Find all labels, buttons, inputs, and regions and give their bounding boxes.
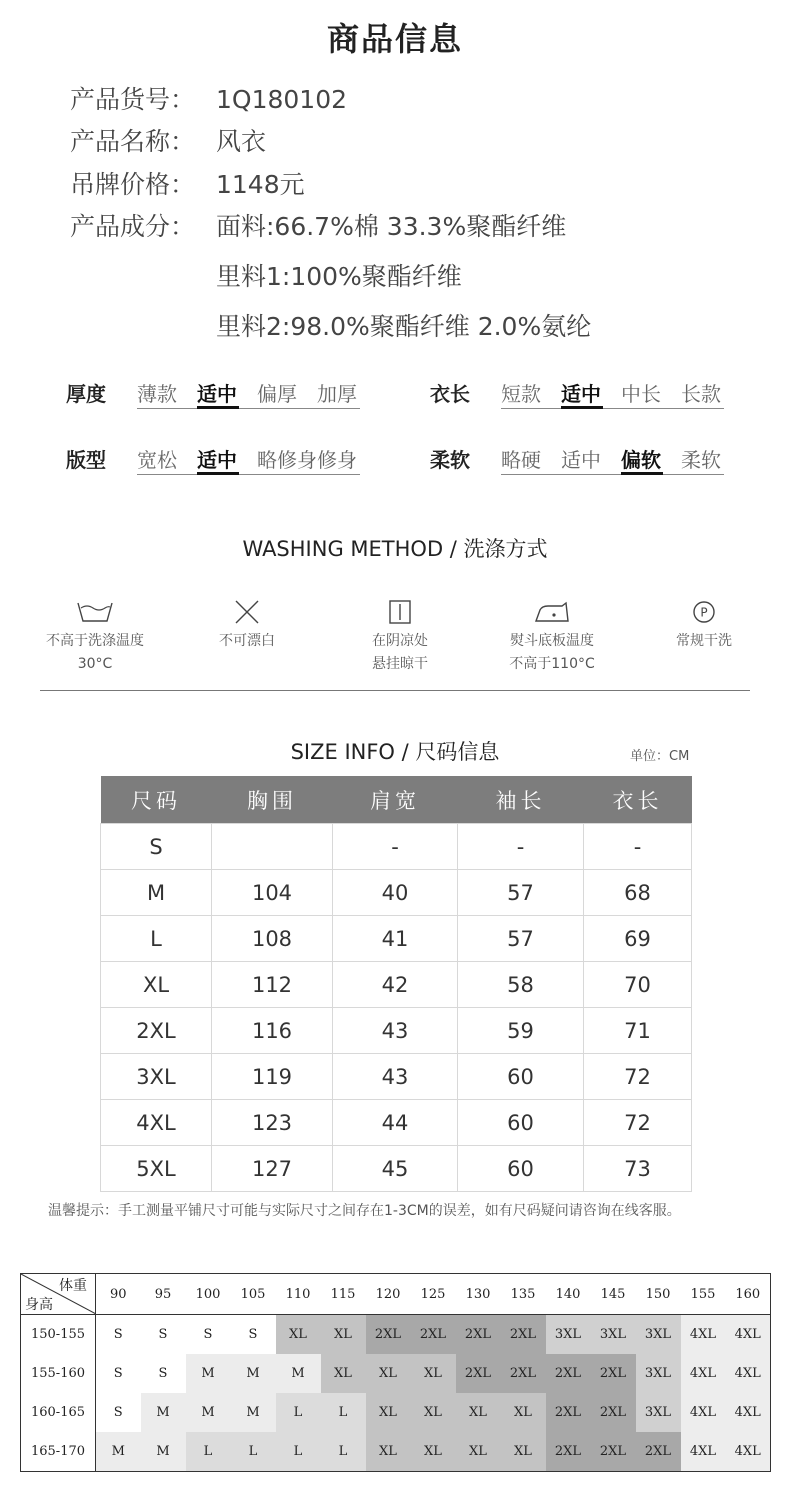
selected-marker: [197, 406, 239, 409]
fit-cell: XL: [411, 1393, 456, 1432]
attr-option: 适中: [561, 382, 601, 406]
table-row: [101, 824, 692, 870]
fit-cell: S: [96, 1393, 141, 1432]
wash-item: [172, 600, 322, 653]
height-range: 165-170: [21, 1432, 96, 1472]
attr-thickness: [66, 378, 366, 412]
table-cell: 71: [584, 1008, 692, 1054]
fit-cell: L: [321, 1393, 366, 1432]
fit-cell: 2XL: [591, 1393, 636, 1432]
fit-cell: 2XL: [456, 1315, 501, 1355]
table-cell: 4XL: [101, 1100, 212, 1146]
fit-cell: XL: [321, 1354, 366, 1393]
divider: [40, 690, 750, 691]
table-cell: -: [333, 824, 458, 870]
line-dry-shade-icon: [380, 600, 420, 624]
attr-option: 宽松: [137, 448, 177, 472]
no-bleach-icon: [227, 600, 267, 624]
composition-line: 里料2:98.0%聚酯纤维 2.0%氨纶: [216, 312, 592, 341]
composition-line: 面料:66.7%棉 33.3%聚酯纤维: [216, 212, 567, 241]
fit-cell: M: [96, 1432, 141, 1472]
table-cell: 104: [212, 870, 333, 916]
fit-row: [21, 1315, 771, 1355]
fit-cell: XL: [366, 1354, 411, 1393]
fit-cell: 2XL: [456, 1354, 501, 1393]
dry-clean-p-icon: [684, 600, 724, 624]
fit-cell: 2XL: [501, 1315, 546, 1355]
fit-cell: M: [186, 1354, 231, 1393]
attr-option: 适中: [197, 448, 237, 472]
fit-cell: L: [276, 1432, 321, 1472]
fit-cell: XL: [321, 1315, 366, 1355]
table-row: [101, 870, 692, 916]
composition-line: 里料1:100%聚酯纤维: [216, 262, 462, 291]
table-row: [101, 1100, 692, 1146]
table-cell: 68: [584, 870, 692, 916]
weight-header: 145: [591, 1274, 636, 1315]
fit-cell: M: [231, 1393, 276, 1432]
attr-option: 薄款: [137, 382, 177, 406]
selected-marker: [621, 472, 663, 475]
iron-icon: [532, 600, 572, 624]
size-col-header: 袖长: [458, 776, 584, 824]
attr-option: 柔软: [681, 448, 721, 472]
table-cell: 116: [212, 1008, 333, 1054]
page-title: 商品信息: [326, 20, 463, 58]
selected-marker: [561, 406, 603, 409]
weight-header: 95: [141, 1274, 186, 1315]
fit-cell: 2XL: [591, 1432, 636, 1472]
table-cell: 58: [458, 962, 584, 1008]
table-cell: 45: [333, 1146, 458, 1192]
size-note: 温馨提示：手工测量平铺尺寸可能与实际尺寸之间存在1-3CM的误差，如有尺码疑问请咨询在线客服。: [48, 1203, 681, 1219]
composition-row: [70, 207, 566, 243]
product-name-label: 产品名称：: [70, 127, 196, 156]
fit-cell: S: [186, 1315, 231, 1355]
wash-text: 不高于洗涤温度: [46, 633, 144, 649]
wash-text: 30°C: [77, 656, 113, 672]
wash-text: 在阴凉处: [372, 633, 428, 649]
fit-cell: 2XL: [546, 1432, 591, 1472]
fit-cell: XL: [276, 1315, 321, 1355]
table-cell: 3XL: [101, 1054, 212, 1100]
size-table-header: [101, 776, 692, 824]
table-cell: 2XL: [101, 1008, 212, 1054]
attr-option: 短款: [501, 382, 541, 406]
fit-cell: 4XL: [681, 1315, 726, 1355]
fit-cell: S: [141, 1354, 186, 1393]
wash-text: 熨斗底板温度: [510, 633, 594, 649]
weight-header: 105: [231, 1274, 276, 1315]
price-row: [70, 165, 305, 201]
fit-cell: 2XL: [591, 1354, 636, 1393]
table-row: [101, 1146, 692, 1192]
weight-header: 140: [546, 1274, 591, 1315]
fit-cell: XL: [411, 1432, 456, 1472]
table-cell: 72: [584, 1100, 692, 1146]
fit-cell: 4XL: [681, 1354, 726, 1393]
fit-cell: 3XL: [636, 1354, 681, 1393]
fit-row: [21, 1393, 771, 1432]
weight-header: 90: [96, 1274, 141, 1315]
fit-row: [21, 1432, 771, 1472]
fit-cell: M: [141, 1393, 186, 1432]
wash-item: [325, 600, 475, 676]
attr-option: 偏厚: [257, 382, 297, 406]
table-cell: 108: [212, 916, 333, 962]
fit-cell: 2XL: [501, 1354, 546, 1393]
fit-cell: M: [186, 1393, 231, 1432]
attr-softness: [430, 444, 730, 478]
attr-fit: [66, 444, 366, 478]
table-row: [101, 962, 692, 1008]
height-range: 150-155: [21, 1315, 96, 1355]
selected-marker: [197, 472, 239, 475]
table-cell: 41: [333, 916, 458, 962]
table-cell: 60: [458, 1146, 584, 1192]
fit-row: [21, 1354, 771, 1393]
weight-header: 135: [501, 1274, 546, 1315]
table-cell: 123: [212, 1100, 333, 1146]
weight-axis-label: 体重: [59, 1278, 87, 1294]
weight-header: 130: [456, 1274, 501, 1315]
table-cell: 112: [212, 962, 333, 1008]
table-cell: 127: [212, 1146, 333, 1192]
fit-cell: XL: [456, 1393, 501, 1432]
wash-item: [20, 600, 170, 676]
table-cell: M: [101, 870, 212, 916]
fit-cell: 2XL: [366, 1315, 411, 1355]
height-range: 155-160: [21, 1354, 96, 1393]
fit-cell: XL: [366, 1393, 411, 1432]
table-row: [101, 1054, 692, 1100]
attr-option: 偏软: [621, 448, 661, 472]
attr-option: 加厚: [317, 382, 357, 406]
table-cell: 72: [584, 1054, 692, 1100]
fit-cell: L: [321, 1432, 366, 1472]
attr-label: 衣长: [430, 382, 470, 406]
attr-option: 长款: [681, 382, 721, 406]
size-title: SIZE INFO / 尺码信息: [290, 740, 500, 764]
table-row: [101, 916, 692, 962]
unit-label: 单位：CM: [630, 749, 690, 764]
wash-text: 不可漂白: [219, 633, 275, 649]
attr-label: 柔软: [430, 448, 470, 472]
attr-option: 中长: [621, 382, 661, 406]
svg-text:P: P: [700, 605, 708, 620]
fit-cell: 2XL: [546, 1393, 591, 1432]
fit-cell: 3XL: [636, 1315, 681, 1355]
attr-underline: [137, 474, 360, 475]
fit-cell: 4XL: [681, 1393, 726, 1432]
table-cell: 42: [333, 962, 458, 1008]
height-axis-label: 身高: [25, 1297, 53, 1313]
table-cell: S: [101, 824, 212, 870]
size-col-header: 衣长: [584, 776, 692, 824]
size-col-header: 尺码: [101, 776, 212, 824]
fit-cell: 3XL: [546, 1315, 591, 1355]
fit-cell: L: [231, 1432, 276, 1472]
attr-underline: [501, 408, 724, 409]
fit-cell: M: [141, 1432, 186, 1472]
fit-cell: S: [231, 1315, 276, 1355]
price-label: 吊牌价格：: [70, 170, 196, 199]
fit-cell: 4XL: [726, 1432, 771, 1472]
table-cell: 60: [458, 1100, 584, 1146]
wash-tub-icon: [75, 600, 115, 624]
fit-cell: 4XL: [726, 1354, 771, 1393]
table-cell: 57: [458, 870, 584, 916]
fit-cell: M: [276, 1354, 321, 1393]
size-col-header: 肩宽: [333, 776, 458, 824]
price-value: 1148元: [216, 170, 305, 199]
fit-cell: 4XL: [726, 1393, 771, 1432]
weight-header: 115: [321, 1274, 366, 1315]
fit-cell: XL: [501, 1432, 546, 1472]
product-code-value: 1Q180102: [216, 85, 348, 114]
fit-cell: 2XL: [546, 1354, 591, 1393]
composition-label: 产品成分：: [70, 212, 196, 241]
attr-label: 版型: [66, 448, 106, 472]
fit-cell: M: [231, 1354, 276, 1393]
attr-underline: [137, 408, 360, 409]
size-table: [100, 776, 692, 1192]
table-cell: 69: [584, 916, 692, 962]
wash-text: 不高于110°C: [509, 656, 595, 672]
fit-cell: 3XL: [636, 1393, 681, 1432]
attr-option: 略修身: [257, 448, 317, 472]
fit-cell: 4XL: [681, 1432, 726, 1472]
fit-corner-cell: [21, 1274, 96, 1315]
attr-option: 修身: [317, 448, 357, 472]
attr-option: 适中: [197, 382, 237, 406]
height-range: 160-165: [21, 1393, 96, 1432]
attr-underline: [501, 474, 724, 475]
fit-cell: S: [96, 1315, 141, 1355]
weight-header: 125: [411, 1274, 456, 1315]
product-code-row: [70, 80, 347, 116]
table-row: [101, 1008, 692, 1054]
fit-cell: 2XL: [411, 1315, 456, 1355]
size-col-header: 胸围: [212, 776, 333, 824]
fit-cell: XL: [411, 1354, 456, 1393]
table-cell: 43: [333, 1008, 458, 1054]
table-cell: L: [101, 916, 212, 962]
table-cell: -: [584, 824, 692, 870]
table-cell: 5XL: [101, 1146, 212, 1192]
table-cell: 73: [584, 1146, 692, 1192]
fit-cell: L: [276, 1393, 321, 1432]
table-cell: 60: [458, 1054, 584, 1100]
fit-cell: 3XL: [591, 1315, 636, 1355]
fit-chart: [20, 1273, 771, 1472]
attr-option: 略硬: [501, 448, 541, 472]
table-cell: -: [458, 824, 584, 870]
size-table-body: [101, 824, 692, 1192]
table-cell: XL: [101, 962, 212, 1008]
table-cell: 44: [333, 1100, 458, 1146]
table-cell: 59: [458, 1008, 584, 1054]
attr-label: 厚度: [66, 382, 106, 406]
table-cell: 40: [333, 870, 458, 916]
wash-text: 常规干洗: [676, 633, 732, 649]
table-cell: 70: [584, 962, 692, 1008]
fit-cell: XL: [366, 1432, 411, 1472]
weight-header: 120: [366, 1274, 411, 1315]
weight-header: 100: [186, 1274, 231, 1315]
wash-item: [629, 600, 779, 653]
fit-cell: S: [141, 1315, 186, 1355]
fit-cell: S: [96, 1354, 141, 1393]
weight-header: 150: [636, 1274, 681, 1315]
fit-cell: XL: [501, 1393, 546, 1432]
table-cell: 57: [458, 916, 584, 962]
table-cell: 43: [333, 1054, 458, 1100]
wash-item: [477, 600, 627, 676]
attr-option: 适中: [561, 448, 601, 472]
washing-title: WASHING METHOD / 洗涤方式: [242, 537, 548, 561]
weight-header: 160: [726, 1274, 771, 1315]
wash-text: 悬挂晾干: [372, 656, 428, 672]
fit-chart-body: [21, 1274, 771, 1472]
product-name-value: 风衣: [216, 127, 267, 156]
fit-corner: [21, 1274, 95, 1314]
fit-header-row: [21, 1274, 771, 1315]
table-cell: 119: [212, 1054, 333, 1100]
table-cell: [212, 824, 333, 870]
product-name-row: [70, 122, 266, 158]
product-code-label: 产品货号：: [70, 85, 196, 114]
fit-cell: L: [186, 1432, 231, 1472]
attr-length: [430, 378, 730, 412]
fit-cell: 2XL: [636, 1432, 681, 1472]
fit-cell: XL: [456, 1432, 501, 1472]
weight-header: 110: [276, 1274, 321, 1315]
fit-cell: 4XL: [726, 1315, 771, 1355]
weight-header: 155: [681, 1274, 726, 1315]
